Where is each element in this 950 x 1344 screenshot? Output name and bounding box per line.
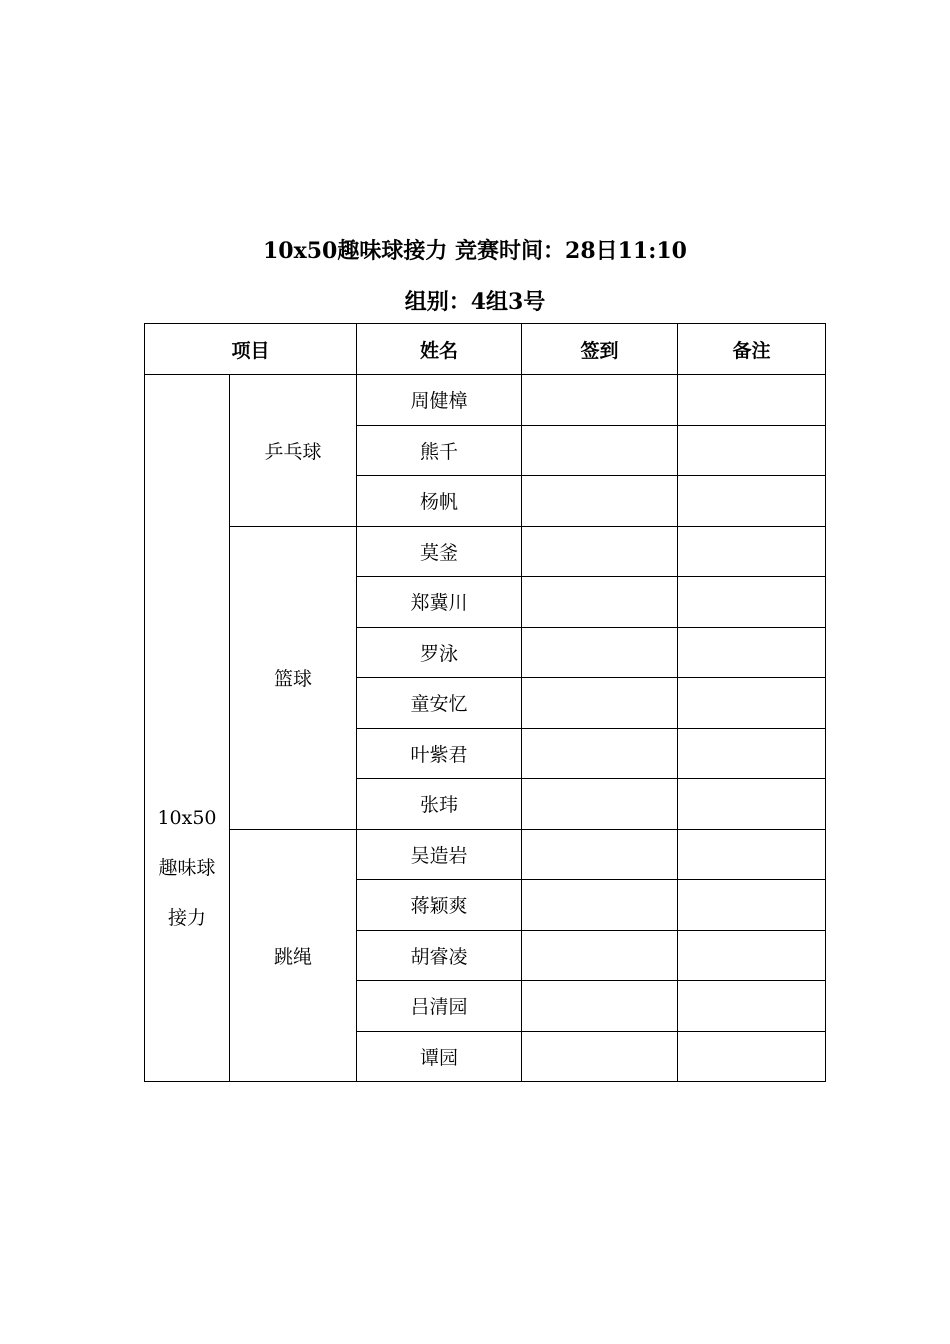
table-row bbox=[145, 829, 826, 880]
event-label-line3: 接力 bbox=[167, 907, 206, 929]
signin-cell[interactable] bbox=[522, 728, 678, 779]
remark-cell[interactable] bbox=[678, 1031, 826, 1082]
remark-cell[interactable] bbox=[678, 627, 826, 678]
sport-cell-pingpong: 乒乓球 bbox=[230, 375, 357, 527]
sport-cell-basketball: 篮球 bbox=[230, 526, 357, 829]
signin-cell[interactable] bbox=[522, 526, 678, 577]
column-header-name: 姓名 bbox=[357, 324, 522, 375]
event-label-line2: 趣味球 bbox=[158, 857, 216, 879]
member-name: 叶紫君 bbox=[357, 728, 522, 779]
member-name: 吴造岩 bbox=[357, 829, 522, 880]
member-name: 郑冀川 bbox=[357, 577, 522, 628]
member-name: 童安忆 bbox=[357, 678, 522, 729]
member-name: 胡睿凌 bbox=[357, 930, 522, 981]
document-title: 10x50趣味球接力 竞赛时间：28日11:10 bbox=[263, 238, 687, 264]
remark-cell[interactable] bbox=[678, 880, 826, 931]
roster-table bbox=[144, 323, 826, 1082]
member-name: 周健樟 bbox=[357, 375, 522, 426]
member-name: 熊千 bbox=[357, 425, 522, 476]
signin-cell[interactable] bbox=[522, 880, 678, 931]
member-name: 谭园 bbox=[357, 1031, 522, 1082]
signin-cell[interactable] bbox=[522, 627, 678, 678]
member-name: 罗泳 bbox=[357, 627, 522, 678]
table-row bbox=[145, 375, 826, 426]
column-header-event: 项目 bbox=[145, 324, 357, 375]
event-label-line1: 10x50 bbox=[157, 807, 217, 829]
column-header-signin: 签到 bbox=[522, 324, 678, 375]
remark-cell[interactable] bbox=[678, 678, 826, 729]
member-name: 杨帆 bbox=[357, 476, 522, 527]
remark-cell[interactable] bbox=[678, 981, 826, 1032]
header-row bbox=[145, 324, 826, 375]
signin-cell[interactable] bbox=[522, 678, 678, 729]
remark-cell[interactable] bbox=[678, 779, 826, 830]
remark-cell[interactable] bbox=[678, 577, 826, 628]
sport-cell-jumprope: 跳绳 bbox=[230, 829, 357, 1082]
signin-cell[interactable] bbox=[522, 476, 678, 527]
remark-cell[interactable] bbox=[678, 728, 826, 779]
signin-cell[interactable] bbox=[522, 375, 678, 426]
event-name-cell bbox=[145, 375, 230, 1082]
signin-cell[interactable] bbox=[522, 1031, 678, 1082]
table-row bbox=[145, 526, 826, 577]
signin-cell[interactable] bbox=[522, 981, 678, 1032]
remark-cell[interactable] bbox=[678, 829, 826, 880]
signin-cell[interactable] bbox=[522, 930, 678, 981]
group-subtitle: 组别：4组3号 bbox=[404, 289, 546, 315]
remark-cell[interactable] bbox=[678, 526, 826, 577]
member-name: 莫釜 bbox=[357, 526, 522, 577]
member-name: 蒋颖爽 bbox=[357, 880, 522, 931]
signin-cell[interactable] bbox=[522, 425, 678, 476]
remark-cell[interactable] bbox=[678, 425, 826, 476]
signin-cell[interactable] bbox=[522, 577, 678, 628]
remark-cell[interactable] bbox=[678, 476, 826, 527]
remark-cell[interactable] bbox=[678, 375, 826, 426]
signin-cell[interactable] bbox=[522, 829, 678, 880]
remark-cell[interactable] bbox=[678, 930, 826, 981]
signin-cell[interactable] bbox=[522, 779, 678, 830]
column-header-remark: 备注 bbox=[678, 324, 826, 375]
member-name: 吕清园 bbox=[357, 981, 522, 1032]
member-name: 张玮 bbox=[357, 779, 522, 830]
